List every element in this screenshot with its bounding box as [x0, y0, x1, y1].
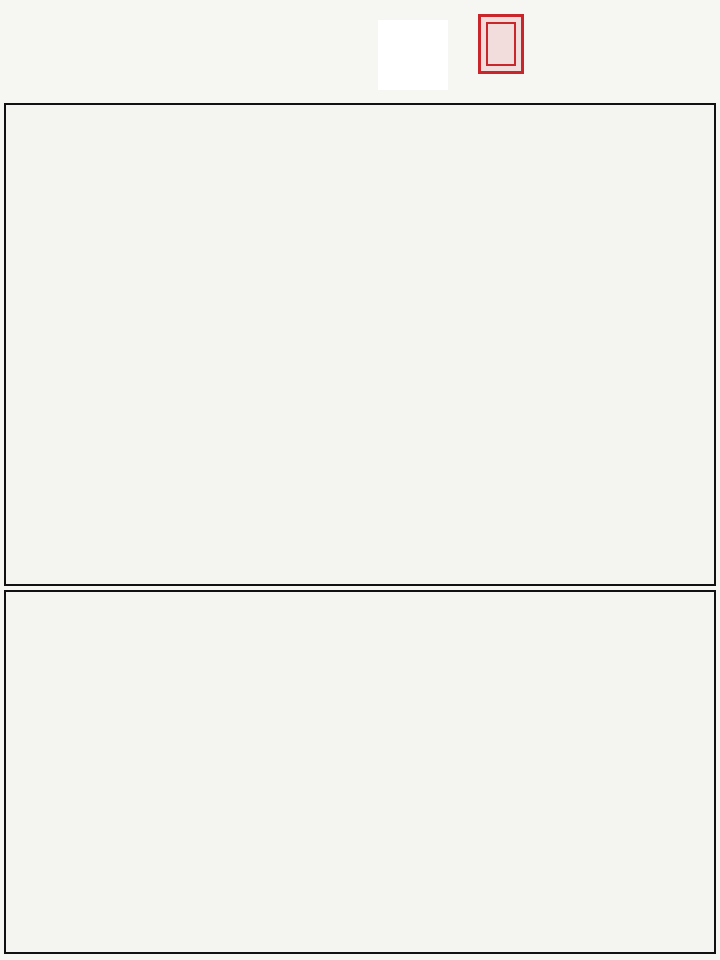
pillars-board	[4, 103, 716, 586]
qr-code-icon[interactable]	[378, 20, 448, 90]
brand-logo	[478, 10, 706, 76]
seal-stamp-icon	[478, 14, 524, 74]
annual-luck-table	[4, 590, 716, 954]
